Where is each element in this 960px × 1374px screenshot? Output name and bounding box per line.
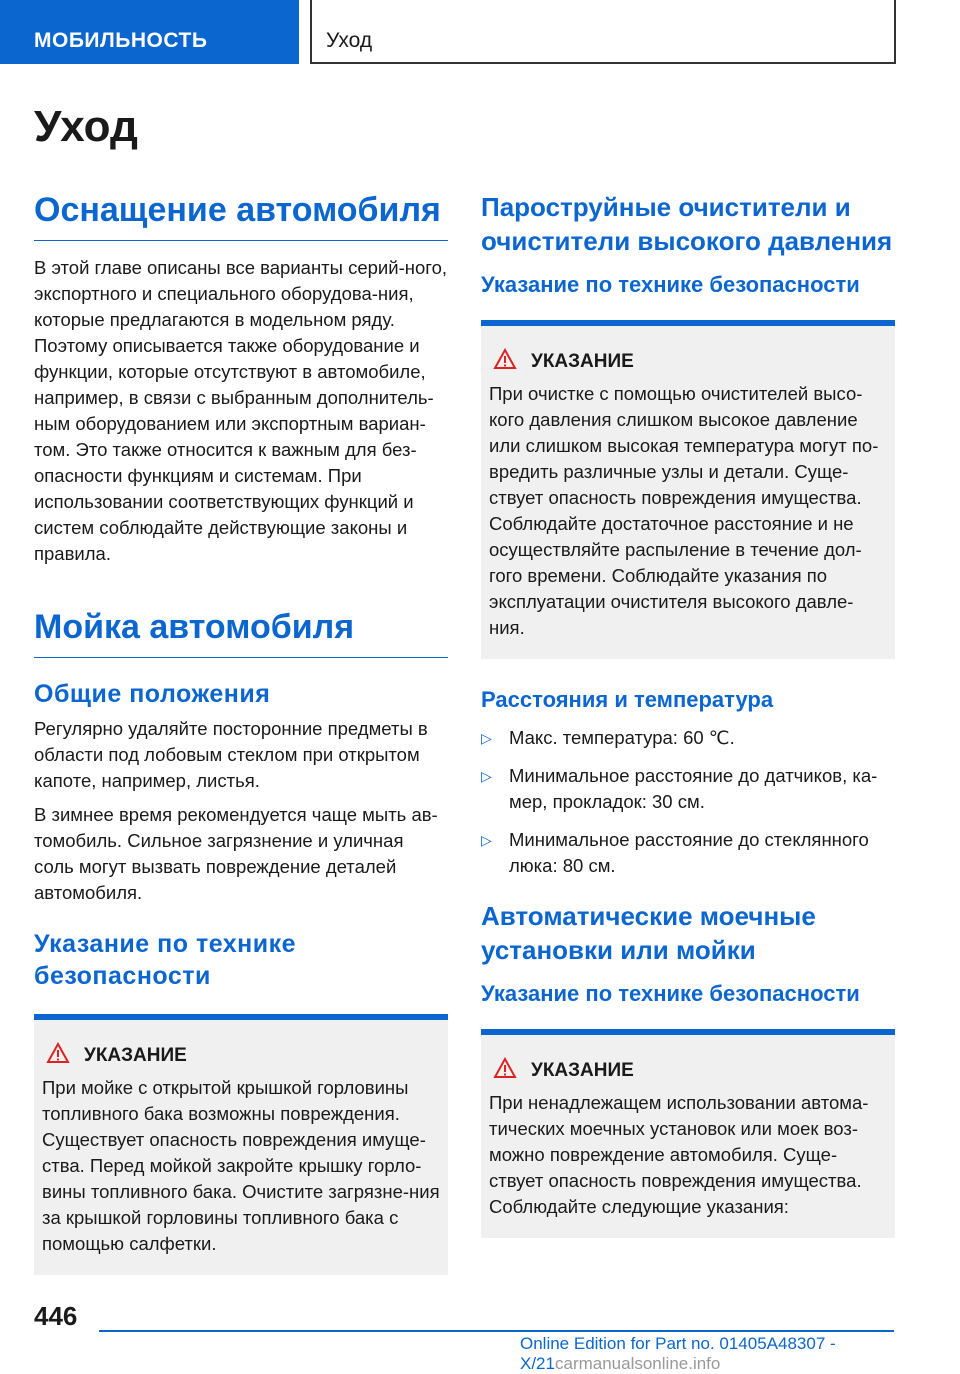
list-item [481, 827, 895, 879]
list-item-text: Минимальное расстояние до стеклянного люка: 80 см. [509, 829, 869, 876]
page-title: Уход [34, 102, 138, 151]
warning-text: При очистке с помощью очистителей высо-кого давления слишком высокое давление или слишком высокая температура могут по-вредить различные узлы и детали. Суще-ствует опасность повреждения имущества. Соблюдайте достаточное расстояние и не осуществляйте распыление в течение дол-гого времени. Соблюдайте указания по эксплуатации очистителя высокого давле-ния. [489, 383, 879, 638]
warning-title-text: УКАЗАНИЕ [531, 351, 634, 372]
chapter-title: Уход [310, 0, 896, 64]
warning-title [42, 1042, 440, 1069]
bullet-triangle-icon: ▷ [481, 768, 492, 784]
warning-title-text: УКАЗАНИЕ [531, 1060, 634, 1081]
warning-box-fuel-cap [34, 1014, 448, 1275]
warning-triangle-icon [46, 1042, 70, 1064]
warning-triangle-icon [493, 1057, 517, 1079]
footer-edition [520, 1334, 960, 1374]
safety-heading-steam: Указание по технике безопасности [481, 272, 860, 297]
section-tab[interactable]: МОБИЛЬНОСТЬ [0, 0, 299, 64]
warning-title-text: УКАЗАНИЕ [84, 1045, 187, 1066]
warning-box-carwash [481, 1029, 895, 1238]
washing-heading: Мойка автомобиля [34, 607, 448, 658]
distances-heading: Расстояния и температура [481, 687, 774, 712]
bullet-triangle-icon: ▷ [481, 730, 492, 746]
safety-heading-automatic: Указание по технике безопасности [481, 981, 860, 1006]
equipment-text: В этой главе описаны все варианты серий-ного, экспортного и специального оборудова-ния, которые предлагаются в модельном ряду. Поэтому описывается также оборудование и функции, которые отсутствуют в автомобиле, например, в связи с выбранным дополнитель-ным оборудованием или экспортным вариан-том. Это также относится к важным для без-опасности функциям и системам. При использовании соответствующих функций и систем соблюдайте действующие законы и правила. [34, 257, 448, 564]
list-item [481, 725, 895, 751]
automatic-heading: Автоматические моечные установки или мойки [481, 901, 816, 965]
general-heading: Общие положения [34, 680, 271, 708]
left-column [34, 190, 448, 1275]
equipment-heading: Оснащение автомобиля [34, 190, 448, 241]
warning-text: При мойке с открытой крышкой горловины топливного бака возможны повреждения. Существует опасность повреждения имуще-ства. Перед мойкой закройте крышку горло-вины топливного бака. Очистите загрязне-ния за крышкой горловины топливного бака с помощью салфетки. [42, 1077, 440, 1254]
footer-watermark: carmanualsonline.info [554, 1354, 721, 1373]
list-item-text: Минимальное расстояние до датчиков, ка-мер, прокладок: 30 см. [509, 765, 878, 812]
bullet-triangle-icon: ▷ [481, 832, 492, 848]
page-number: 446 [34, 1301, 78, 1331]
right-column [481, 190, 895, 1238]
warning-box-pressure [481, 320, 895, 659]
distances-list [481, 725, 895, 879]
footer-edition-text: Online Edition for Part no. 01405A48307 - X/21 [520, 1334, 836, 1373]
general-para-2: В зимнее время рекомендуется чаще мыть ав-томобиль. Сильное загрязнение и уличная соль могут вызвать повреждение деталей автомобиля. [34, 804, 438, 903]
general-para-1: Регулярно удаляйте посторонние предметы в области под лобовым стеклом при открытом капоте, например, листья. [34, 718, 428, 791]
steam-heading: Пароструйные очистители и очистители высокого давления [481, 192, 893, 256]
warning-title [489, 348, 887, 375]
list-item-text: Макс. температура: 60 ℃. [509, 727, 735, 748]
safety-heading-left: Указание по технике безопасности [34, 930, 297, 990]
warning-triangle-icon [493, 348, 517, 370]
footer-divider [99, 1330, 894, 1332]
warning-title [489, 1057, 887, 1084]
warning-text: При ненадлежащем использовании автома-тических моечных установок или моек воз-можно повреждение автомобиля. Суще-ствует опасность повреждения имущества. Соблюдайте следующие указания: [489, 1092, 869, 1217]
list-item [481, 763, 895, 815]
